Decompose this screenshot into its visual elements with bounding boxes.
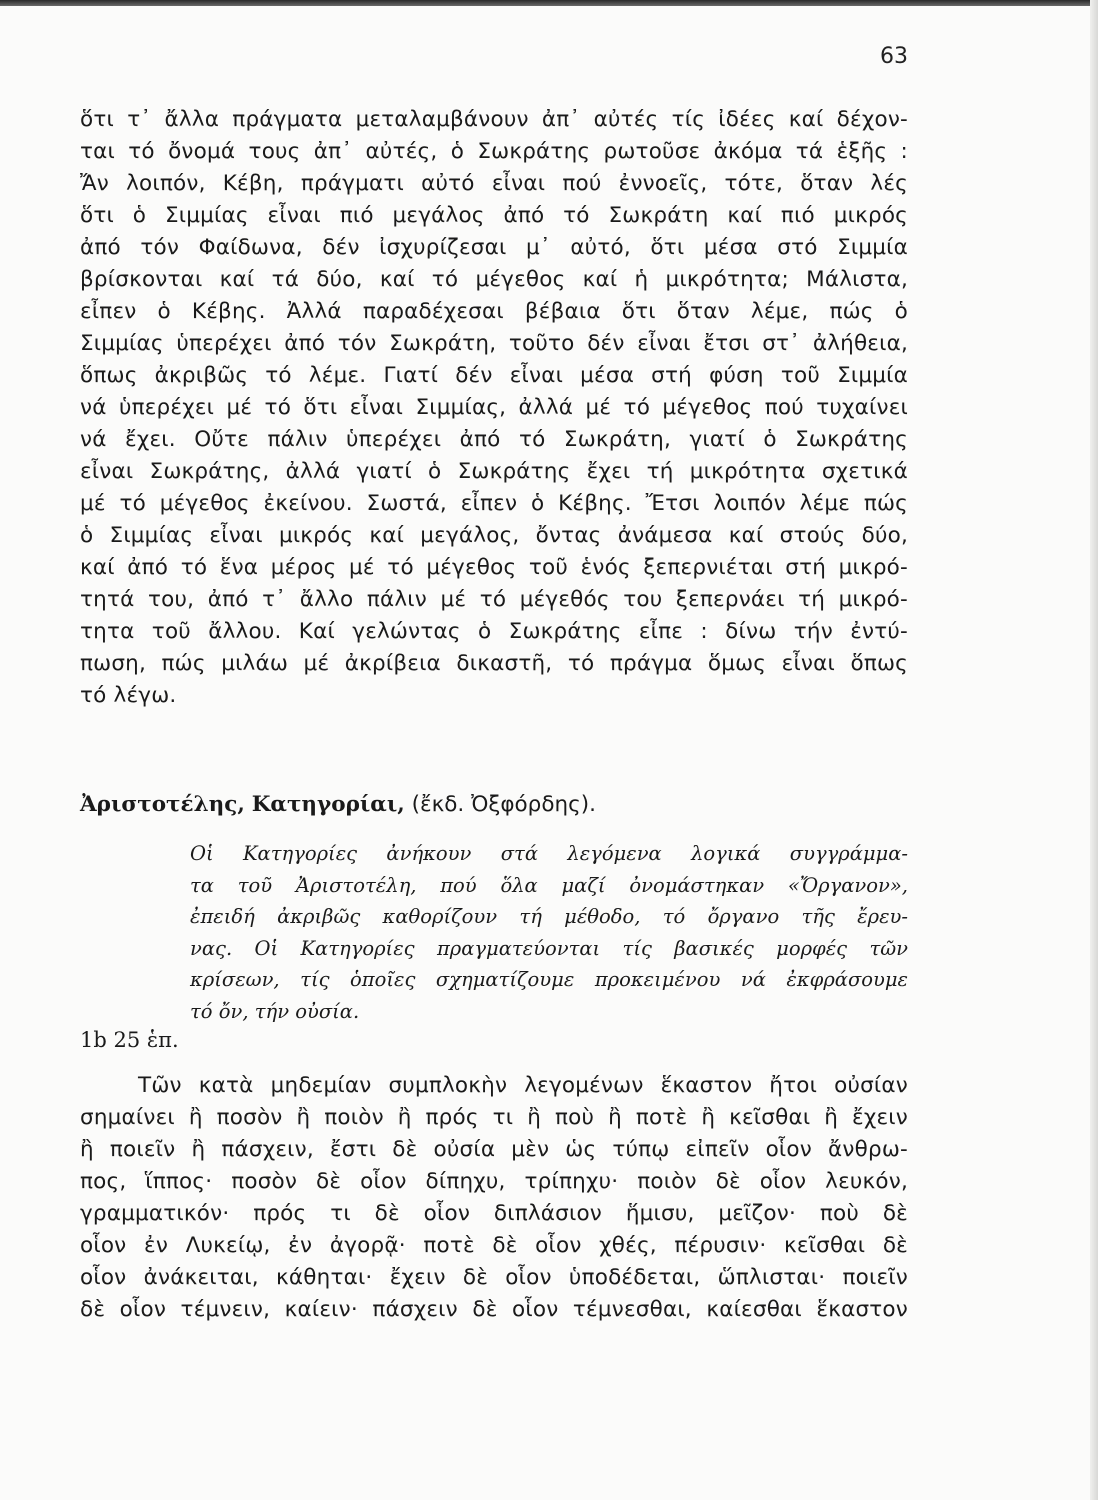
text-line: Σιμμίας ὑπερέχει ἀπό τόν Σωκράτη, τοῦτο δέν εἶναι ἔτσι στ᾽ ἀλήθεια,: [80, 331, 908, 356]
top-scan-edge: [0, 0, 1098, 6]
greek-line: σημαίνει ἢ ποσὸν ἢ ποιὸν ἢ πρός τι ἢ ποὺ ἢ ποτὲ ἢ κεῖσθαι ἢ ἔχειν: [80, 1105, 908, 1130]
greek-line: ἢ ποιεῖν ἢ πάσχειν, ἔστι δὲ οὐσία μὲν ὡς τύπῳ εἰπεῖν οἷον ἄνθρω-: [80, 1137, 908, 1162]
ancient-greek-paragraph: [80, 1070, 908, 1326]
text-line: τό λέγω.: [80, 683, 177, 708]
text-line: νά ὑπερέχει μέ τό ὅτι εἶναι Σιμμίας, ἀλλά μέ τό μέγεθος πού τυχαίνει: [80, 395, 908, 420]
section-heading: [80, 792, 596, 817]
heading-work: Κατηγορίαι,: [251, 792, 405, 817]
right-scan-edge: [1090, 0, 1098, 1500]
text-line: ται τό ὄνομά τους ἀπ᾽ αὐτές, ὁ Σωκράτης ρωτοῦσε ἀκόμα τά ἑξῆς :: [80, 139, 908, 164]
text-line: μέ τό μέγεθος ἐκείνου. Σωστά, εἶπεν ὁ Κέβης. Ἔτσι λοιπόν λέμε πώς: [80, 491, 908, 516]
heading-author: Ἀριστοτέλης,: [80, 792, 245, 817]
abstract-line: Οἱ Κατηγορίες ἀνήκουν στά λεγόμενα λογικά συγγράμμα-: [190, 842, 908, 865]
abstract-line: νας. Οἱ Κατηγορίες πραγματεύονται τίς βασικές μορφές τῶν: [190, 936, 908, 960]
abstract-line: κρίσεων, τίς ὁποῖες σχηματίζουμε προκειμένου νά ἐκφράσουμε: [190, 968, 908, 991]
text-line: ὁ Σιμμίας εἶναι μικρός καί μεγάλος, ὄντας ἀνάμεσα καί στούς δύο,: [80, 523, 908, 548]
text-line: εἶπεν ὁ Κέβης. Ἀλλά παραδέχεσαι βέβαια ὅτι ὅταν λέμε, πώς ὁ: [80, 299, 908, 324]
text-line: καί ἀπό τό ἕνα μέρος μέ τό μέγεθος τοῦ ἑνός ξεπερνιέται στή μικρό-: [80, 555, 908, 580]
page-number: 63: [880, 44, 908, 69]
text-line: πωση, πώς μιλάω μέ ἀκρίβεια δικαστῆ, τό πράγμα ὅμως εἶναι ὅπως: [80, 651, 908, 676]
phaedo-paragraph: [80, 104, 908, 712]
heading-edition: (ἔκδ. Ὀξφόρδης).: [411, 792, 596, 817]
text-line: τητα τοῦ ἄλλου. Καί γελώντας ὁ Σωκράτης εἶπε : δίνω τήν ἐντύ-: [80, 619, 908, 644]
text-line: ἀπό τόν Φαίδωνα, δέν ἰσχυρίζεσαι μ᾽ αὐτό, ὅτι μέσα στό Σιμμία: [80, 235, 908, 260]
greek-line: πος, ἵππος· ποσὸν δὲ οἷον δίπηχυ, τρίπηχυ· ποιὸν δὲ οἷον λευκόν,: [80, 1169, 908, 1194]
text-line: ὅτι τ᾽ ἄλλα πράγματα μεταλαμβάνουν ἀπ᾽ αὐτές τίς ἰδέες καί δέχον-: [80, 107, 908, 132]
greek-line: γραμματικόν· πρός τι δὲ οἷον διπλάσιον ἥμισυ, μεῖζον· ποὺ δὲ: [80, 1201, 908, 1226]
reference-label: 1b 25 ἑπ.: [80, 1028, 179, 1052]
text-line: εἶναι Σωκράτης, ἀλλά γιατί ὁ Σωκράτης ἔχει τή μικρότητα σχετικά: [80, 459, 908, 484]
text-line: ὅπως ἀκριβῶς τό λέμε. Γιατί δέν εἶναι μέσα στή φύση τοῦ Σιμμία: [80, 363, 908, 388]
greek-line: οἷον ἀνάκειται, κάθηται· ἔχειν δὲ οἷον ὑποδέδεται, ὥπλισται· ποιεῖν: [80, 1265, 908, 1290]
text-line: νά ἔχει. Οὔτε πάλιν ὑπερέχει ἀπό τό Σωκράτη, γιατί ὁ Σωκράτης: [80, 427, 908, 452]
text-line: βρίσκονται καί τά δύο, καί τό μέγεθος καί ἡ μικρότητα; Μάλιστα,: [80, 267, 908, 292]
greek-line: Τῶν κατὰ μηδεμίαν συμπλοκὴν λεγομένων ἕκαστον ἤτοι οὐσίαν: [138, 1073, 908, 1098]
text-line: ὅτι ὁ Σιμμίας εἶναι πιό μεγάλος ἀπό τό Σωκράτη καί πιό μικρός: [80, 203, 908, 228]
greek-line: δὲ οἷον τέμνειν, καίειν· πάσχειν δὲ οἷον τέμνεσθαι, καίεσθαι ἕκαστον: [80, 1297, 908, 1322]
abstract-italic: [190, 838, 908, 1027]
text-line: Ἄν λοιπόν, Κέβη, πράγματι αὐτό εἶναι πού ἐννοεῖς, τότε, ὅταν λές: [80, 171, 908, 196]
abstract-line: ἐπειδή ἀκριβῶς καθορίζουν τή μέθοδο, τό ὄργανο τῆς ἔρευ-: [190, 905, 908, 928]
abstract-line: τό ὄν, τήν οὐσία.: [190, 999, 360, 1023]
text-line: τητά του, ἀπό τ᾽ ἄλλο πάλιν μέ τό μέγεθός του ξεπερνάει τή μικρό-: [80, 587, 908, 612]
abstract-line: τα τοῦ Ἀριστοτέλη, πού ὅλα μαζί ὀνομάστηκαν «Ὄργανον»,: [190, 873, 908, 897]
greek-line: οἷον ἐν Λυκείῳ, ἐν ἀγορᾷ· ποτὲ δὲ οἷον χθές, πέρυσιν· κεῖσθαι δὲ: [80, 1233, 908, 1258]
